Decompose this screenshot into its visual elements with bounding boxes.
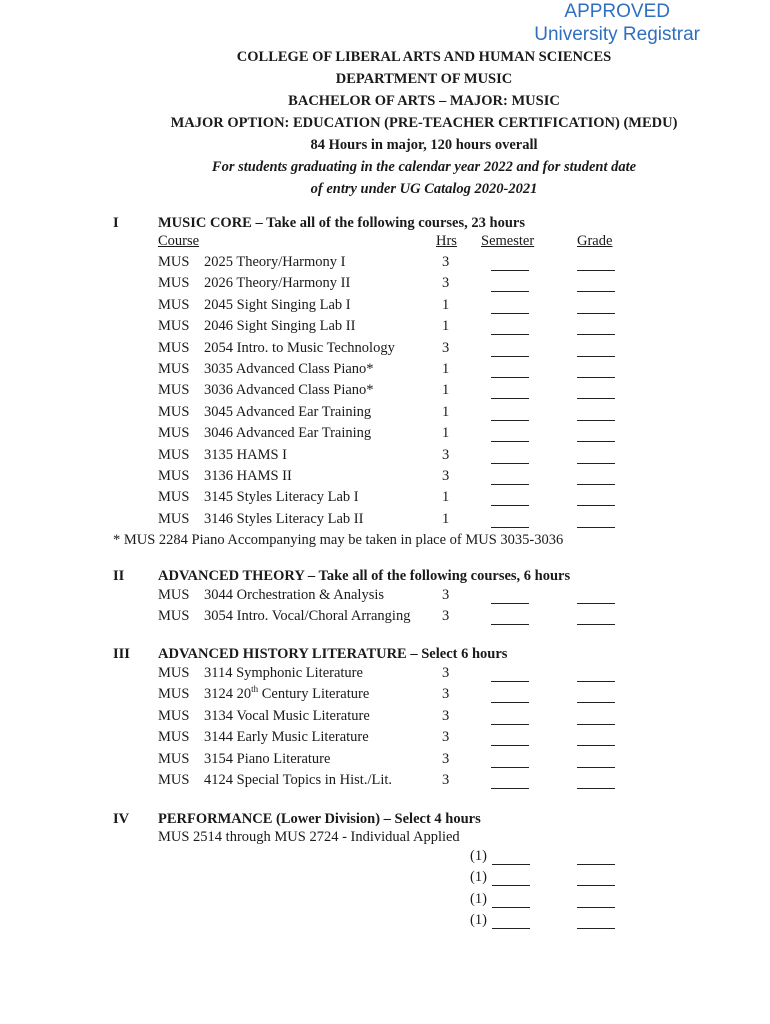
course-row — [158, 770, 392, 791]
stamp-registrar: University Registrar — [534, 24, 700, 45]
course-row — [158, 749, 330, 770]
semester-blank[interactable] — [491, 342, 529, 357]
document-header — [0, 46, 770, 200]
course-row — [158, 445, 287, 466]
course-number: 3035 — [204, 361, 233, 377]
grade-blank[interactable] — [577, 406, 615, 421]
course-hours: 3 — [442, 446, 450, 463]
grade-blank[interactable] — [577, 753, 615, 768]
course-subject: MUS — [158, 339, 190, 356]
course-row — [158, 338, 395, 359]
column-hrs: Hrs — [436, 233, 457, 249]
course-number: 2026 — [204, 275, 233, 292]
course-number: 3135 — [204, 446, 233, 463]
grade-blank[interactable] — [577, 427, 615, 442]
grade-blank[interactable] — [577, 610, 615, 625]
course-number: 3134 — [204, 707, 233, 724]
applied-semester-blank[interactable] — [492, 914, 530, 929]
header-option: MAJOR OPTION: EDUCATION (PRE-TEACHER CERTIFICATION) (MEDU) — [170, 115, 678, 131]
header-hours: 84 Hours in major, 120 hours overall — [310, 137, 538, 153]
semester-blank[interactable] — [491, 513, 529, 528]
course-row — [158, 606, 410, 627]
course-number: 3046 — [204, 425, 233, 442]
course-name: Intro. Vocal/Choral Arranging — [236, 608, 411, 625]
grade-blank[interactable] — [577, 256, 615, 271]
grade-blank[interactable] — [577, 470, 615, 485]
grade-blank[interactable] — [577, 449, 615, 464]
applied-semester-blank[interactable] — [492, 871, 530, 886]
course-hours: 1 — [442, 489, 450, 506]
approval-stamp — [534, 0, 700, 46]
grade-blank[interactable] — [577, 491, 615, 506]
semester-blank[interactable] — [491, 610, 529, 625]
course-name: Advanced Class Piano* — [235, 382, 374, 399]
section-number: I — [113, 215, 119, 231]
course-hours: 3 — [442, 707, 450, 724]
course-hours: 3 — [442, 686, 450, 703]
course-name: Vocal Music Literature — [236, 707, 370, 724]
course-subject: MUS — [158, 587, 190, 603]
course-hours: 3 — [442, 750, 450, 767]
column-semester: Semester — [481, 233, 535, 249]
grade-blank[interactable] — [577, 320, 615, 335]
course-name-superscript: th — [251, 684, 259, 695]
semester-blank[interactable] — [491, 470, 529, 485]
course-hours: 3 — [442, 608, 450, 625]
course-row — [158, 466, 292, 487]
course-row — [158, 423, 371, 444]
course-number: 3145 — [204, 489, 233, 506]
semester-blank[interactable] — [491, 363, 529, 378]
semester-blank[interactable] — [491, 774, 529, 789]
course-subject: MUS — [158, 707, 190, 724]
course-hours: 1 — [442, 361, 450, 377]
course-number: 2045 — [204, 296, 233, 313]
course-row — [158, 359, 374, 380]
course-subject: MUS — [158, 382, 190, 399]
course-subject: MUS — [158, 750, 190, 767]
course-hours: 3 — [442, 275, 450, 292]
course-number: 2025 — [204, 254, 233, 270]
semester-blank[interactable] — [491, 299, 529, 314]
course-subject: MUS — [158, 772, 190, 788]
grade-blank[interactable] — [577, 667, 615, 682]
section-note: * MUS 2284 Piano Accompanying may be taken in place of MUS 3035-3036 — [113, 532, 564, 548]
applied-grade-blank[interactable] — [577, 893, 615, 908]
course-hours: 1 — [442, 318, 450, 335]
course-name: Theory/Harmony I — [236, 254, 346, 270]
applied-semester-blank[interactable] — [492, 850, 530, 865]
course-subject: MUS — [158, 489, 190, 506]
course-hours: 1 — [442, 425, 450, 442]
course-hours: 3 — [442, 468, 450, 484]
grade-blank[interactable] — [577, 299, 615, 314]
applied-credit: (1) — [470, 890, 487, 907]
semester-blank[interactable] — [491, 406, 529, 421]
course-subject: MUS — [158, 275, 190, 292]
course-subject: MUS — [158, 296, 190, 313]
semester-blank[interactable] — [491, 320, 529, 335]
course-name: Early Music Literature — [236, 729, 369, 746]
course-name: 20 — [236, 686, 252, 703]
semester-blank[interactable] — [491, 688, 529, 703]
semester-blank[interactable] — [491, 491, 529, 506]
grade-blank[interactable] — [577, 688, 615, 703]
section-subtitle: MUS 2514 through MUS 2724 - Individual Applied — [158, 829, 460, 845]
course-subject: MUS — [158, 318, 190, 335]
applied-grade-blank[interactable] — [577, 871, 615, 886]
course-number: 3136 — [204, 468, 233, 484]
course-hours: 3 — [442, 729, 450, 746]
course-name: Intro. to Music Technology — [236, 339, 395, 356]
grade-blank[interactable] — [577, 513, 615, 528]
course-hours: 3 — [442, 665, 450, 681]
grade-blank[interactable] — [577, 277, 615, 292]
course-hours: 1 — [442, 382, 450, 399]
course-subject: MUS — [158, 608, 190, 625]
course-name: Theory/Harmony II — [236, 275, 351, 292]
course-number: 3124 — [204, 686, 233, 703]
course-subject: MUS — [158, 686, 190, 703]
course-number: 3044 — [204, 587, 233, 603]
course-subject: MUS — [158, 510, 190, 527]
course-number: 2054 — [204, 339, 233, 356]
course-row — [158, 252, 346, 273]
course-row — [158, 273, 350, 294]
semester-blank[interactable] — [491, 427, 529, 442]
semester-blank[interactable] — [491, 731, 529, 746]
course-name: Symphonic Literature — [236, 665, 363, 681]
course-number: 3036 — [204, 382, 233, 399]
course-number: 3144 — [204, 729, 233, 746]
course-row — [158, 585, 384, 606]
course-row — [158, 402, 371, 423]
course-name: Sight Singing Lab I — [236, 296, 351, 313]
course-row — [158, 295, 351, 316]
semester-blank[interactable] — [491, 589, 529, 604]
semester-blank[interactable] — [491, 753, 529, 768]
course-name: HAMS II — [236, 468, 292, 484]
course-hours: 3 — [442, 254, 450, 270]
applied-grade-blank[interactable] — [577, 850, 615, 865]
section-number: III — [113, 646, 130, 662]
course-name: Sight Singing Lab II — [236, 318, 356, 335]
header-college: COLLEGE OF LIBERAL ARTS AND HUMAN SCIENCES — [236, 49, 612, 65]
course-hours: 3 — [442, 587, 450, 603]
grade-blank[interactable] — [577, 589, 615, 604]
grade-blank[interactable] — [577, 731, 615, 746]
course-row — [158, 663, 363, 684]
grade-blank[interactable] — [577, 363, 615, 378]
header-italic-1: For students graduating in the calendar year 2022 and for student date — [211, 159, 637, 175]
course-row — [158, 487, 359, 508]
grade-blank[interactable] — [577, 710, 615, 725]
course-hours: 1 — [442, 296, 450, 313]
semester-blank[interactable] — [491, 710, 529, 725]
course-row — [158, 380, 374, 401]
course-row — [158, 727, 369, 748]
course-number: 3045 — [204, 403, 233, 420]
course-subject: MUS — [158, 468, 190, 484]
course-subject: MUS — [158, 254, 190, 270]
course-number: 4124 — [204, 772, 233, 788]
course-hours: 3 — [442, 339, 450, 356]
course-subject: MUS — [158, 446, 190, 463]
course-hours: 3 — [442, 772, 450, 788]
stamp-approved: APPROVED — [564, 1, 670, 22]
course-subject: MUS — [158, 425, 190, 442]
section-title: ADVANCED THEORY – Take all of the following courses, 6 hours — [158, 568, 571, 584]
applied-credit: (1) — [470, 912, 487, 929]
course-subject: MUS — [158, 665, 190, 681]
course-name: Advanced Ear Training — [235, 425, 372, 442]
course-hours: 1 — [442, 403, 450, 420]
header-degree: BACHELOR OF ARTS – MAJOR: MUSIC — [288, 93, 560, 109]
course-row — [158, 684, 369, 705]
semester-blank[interactable] — [491, 384, 529, 399]
course-row — [158, 509, 363, 530]
applied-grade-blank[interactable] — [577, 914, 615, 929]
course-name-rest: Century Literature — [258, 686, 370, 703]
section-title: MUSIC CORE – Take all of the following courses, 23 hours — [158, 215, 525, 231]
section-number: IV — [113, 811, 130, 827]
course-hours: 1 — [442, 510, 450, 527]
applied-credit: (1) — [470, 848, 487, 864]
course-name: Piano Literature — [236, 750, 331, 767]
applied-credit: (1) — [470, 869, 487, 886]
section-title: ADVANCED HISTORY LITERATURE – Select 6 hours — [158, 646, 508, 662]
semester-blank[interactable] — [491, 277, 529, 292]
course-number: 3154 — [204, 750, 233, 767]
header-italic-2: of entry under UG Catalog 2020-2021 — [310, 181, 538, 197]
course-subject: MUS — [158, 361, 190, 377]
course-name: Special Topics in Hist./Lit. — [236, 772, 393, 788]
column-grade: Grade — [577, 233, 613, 249]
grade-blank[interactable] — [577, 384, 615, 399]
course-row — [158, 706, 370, 727]
course-number: 3146 — [204, 510, 233, 527]
semester-blank[interactable] — [491, 256, 529, 271]
section-title: PERFORMANCE (Lower Division) – Select 4 hours — [158, 811, 481, 827]
semester-blank[interactable] — [491, 449, 529, 464]
course-name: Orchestration & Analysis — [236, 587, 385, 603]
course-name: Advanced Class Piano* — [235, 361, 374, 377]
course-name: Advanced Ear Training — [235, 403, 372, 420]
course-name: HAMS I — [236, 446, 287, 463]
semester-blank[interactable] — [491, 667, 529, 682]
course-name: Styles Literacy Lab I — [236, 489, 359, 506]
course-subject: MUS — [158, 729, 190, 746]
applied-semester-blank[interactable] — [492, 893, 530, 908]
column-course: Course — [158, 233, 200, 249]
grade-blank[interactable] — [577, 774, 615, 789]
course-number: 3114 — [204, 665, 233, 681]
grade-blank[interactable] — [577, 342, 615, 357]
header-department: DEPARTMENT OF MUSIC — [335, 71, 513, 87]
section-number: II — [113, 568, 125, 584]
course-row — [158, 316, 355, 337]
course-number: 3054 — [204, 608, 233, 625]
course-name: Styles Literacy Lab II — [236, 510, 364, 527]
course-subject: MUS — [158, 403, 190, 420]
course-number: 2046 — [204, 318, 233, 335]
